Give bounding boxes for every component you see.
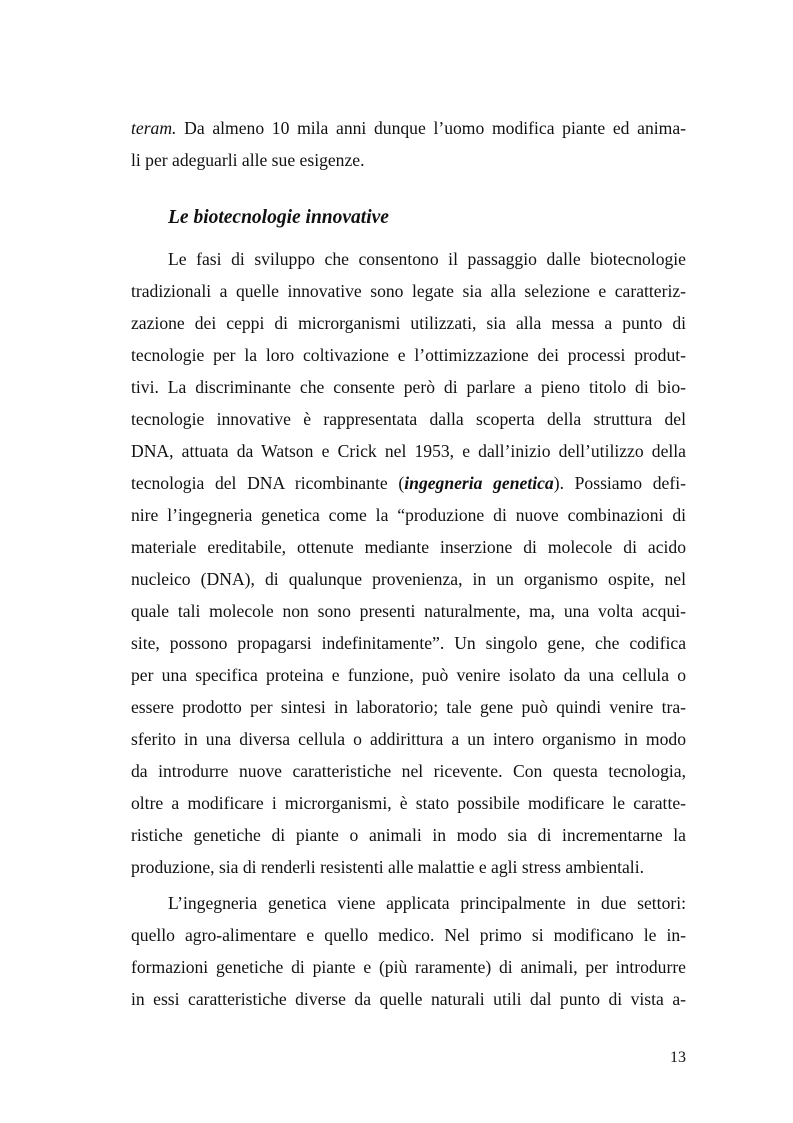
paragraph-1-line: DNA, attuata da Watson e Crick nel 1953, e dall’inizio dell’utilizzo della <box>131 441 686 461</box>
paragraph-1-line: produzione, sia di renderli resistenti alle malattie e agli stress ambientali. <box>131 857 644 877</box>
section-heading: Le biotecnologie innovative <box>168 207 389 228</box>
paragraph-1-line: materiale ereditabile, ottenute mediante inserzione di molecole di acido <box>131 537 686 557</box>
paragraph-1-line: site, possono propagarsi indefinitamente”. Un singolo gene, che codifica <box>131 633 686 653</box>
paragraph-1-line: quale tali molecole non sono presenti naturalmente, ma, una volta acqui- <box>131 601 686 621</box>
paragraph-1-line: Le fasi di sviluppo che consentono il passaggio dalle biotecnologie <box>168 249 686 269</box>
intro-line-2: li per adeguarli alle sue esigenze. <box>131 150 365 170</box>
paragraph-1-line-8-end: ). Possiamo defi- <box>553 473 686 493</box>
emphasis-term: ingegneria genetica <box>404 473 554 493</box>
paragraph-1-line-8-start: tecnologia del DNA ricombinante ( <box>131 473 405 493</box>
intro-line-1 <box>131 117 686 139</box>
paragraph-1-line: tecnologie innovative è rappresentata dalla scoperta della struttura del <box>131 409 686 429</box>
paragraph-1-line: tecnologie per la loro coltivazione e l’ottimizzazione dei processi produt- <box>131 345 686 365</box>
paragraph-1-line: nucleico (DNA), di qualunque provenienza, in un organismo ospite, nel <box>131 569 686 589</box>
paragraph-1-line: tivi. La discriminante che consente però di parlare a pieno titolo di bio- <box>131 377 686 397</box>
paragraph-1-line: per una specifica proteina e funzione, può venire isolato da una cellula o <box>131 665 686 685</box>
paragraph-1-line: oltre a modificare i microrganismi, è stato possibile modificare le caratte- <box>131 793 686 813</box>
paragraph-1-line: essere prodotto per sintesi in laboratorio; tale gene può quindi venire tra- <box>131 697 686 717</box>
paragraph-2-line: L’ingegneria genetica viene applicata principalmente in due settori: <box>168 893 686 913</box>
intro-line-1-text: Da almeno 10 mila anni dunque l’uomo modifica piante ed anima- <box>176 118 686 138</box>
paragraph-1-line: sferito in una diversa cellula o addirittura a un intero organismo in modo <box>131 729 686 749</box>
page-number: 13 <box>670 1049 686 1066</box>
paragraph-2-line: in essi caratteristiche diverse da quelle naturali utili dal punto di vista a- <box>131 989 686 1009</box>
intro-italic-word: teram. <box>131 118 177 138</box>
paragraph-1-line: zazione dei ceppi di microrganismi utilizzati, sia alla messa a punto di <box>131 313 686 333</box>
paragraph-1-line: tradizionali a quelle innovative sono legate sia alla selezione e caratteriz- <box>131 281 686 301</box>
paragraph-1-line <box>131 472 686 494</box>
paragraph-1-line: ristiche genetiche di piante o animali in modo sia di incrementarne la <box>131 825 686 845</box>
paragraph-2-line: quello agro-alimentare e quello medico. Nel primo si modificano le in- <box>131 925 686 945</box>
paragraph-1-line: da introdurre nuove caratteristiche nel ricevente. Con questa tecnologia, <box>131 761 686 781</box>
paragraph-2-line: formazioni genetiche di piante e (più raramente) di animali, per introdurre <box>131 957 686 977</box>
paragraph-1-line: nire l’ingegneria genetica come la “produzione di nuove combinazioni di <box>131 505 686 525</box>
